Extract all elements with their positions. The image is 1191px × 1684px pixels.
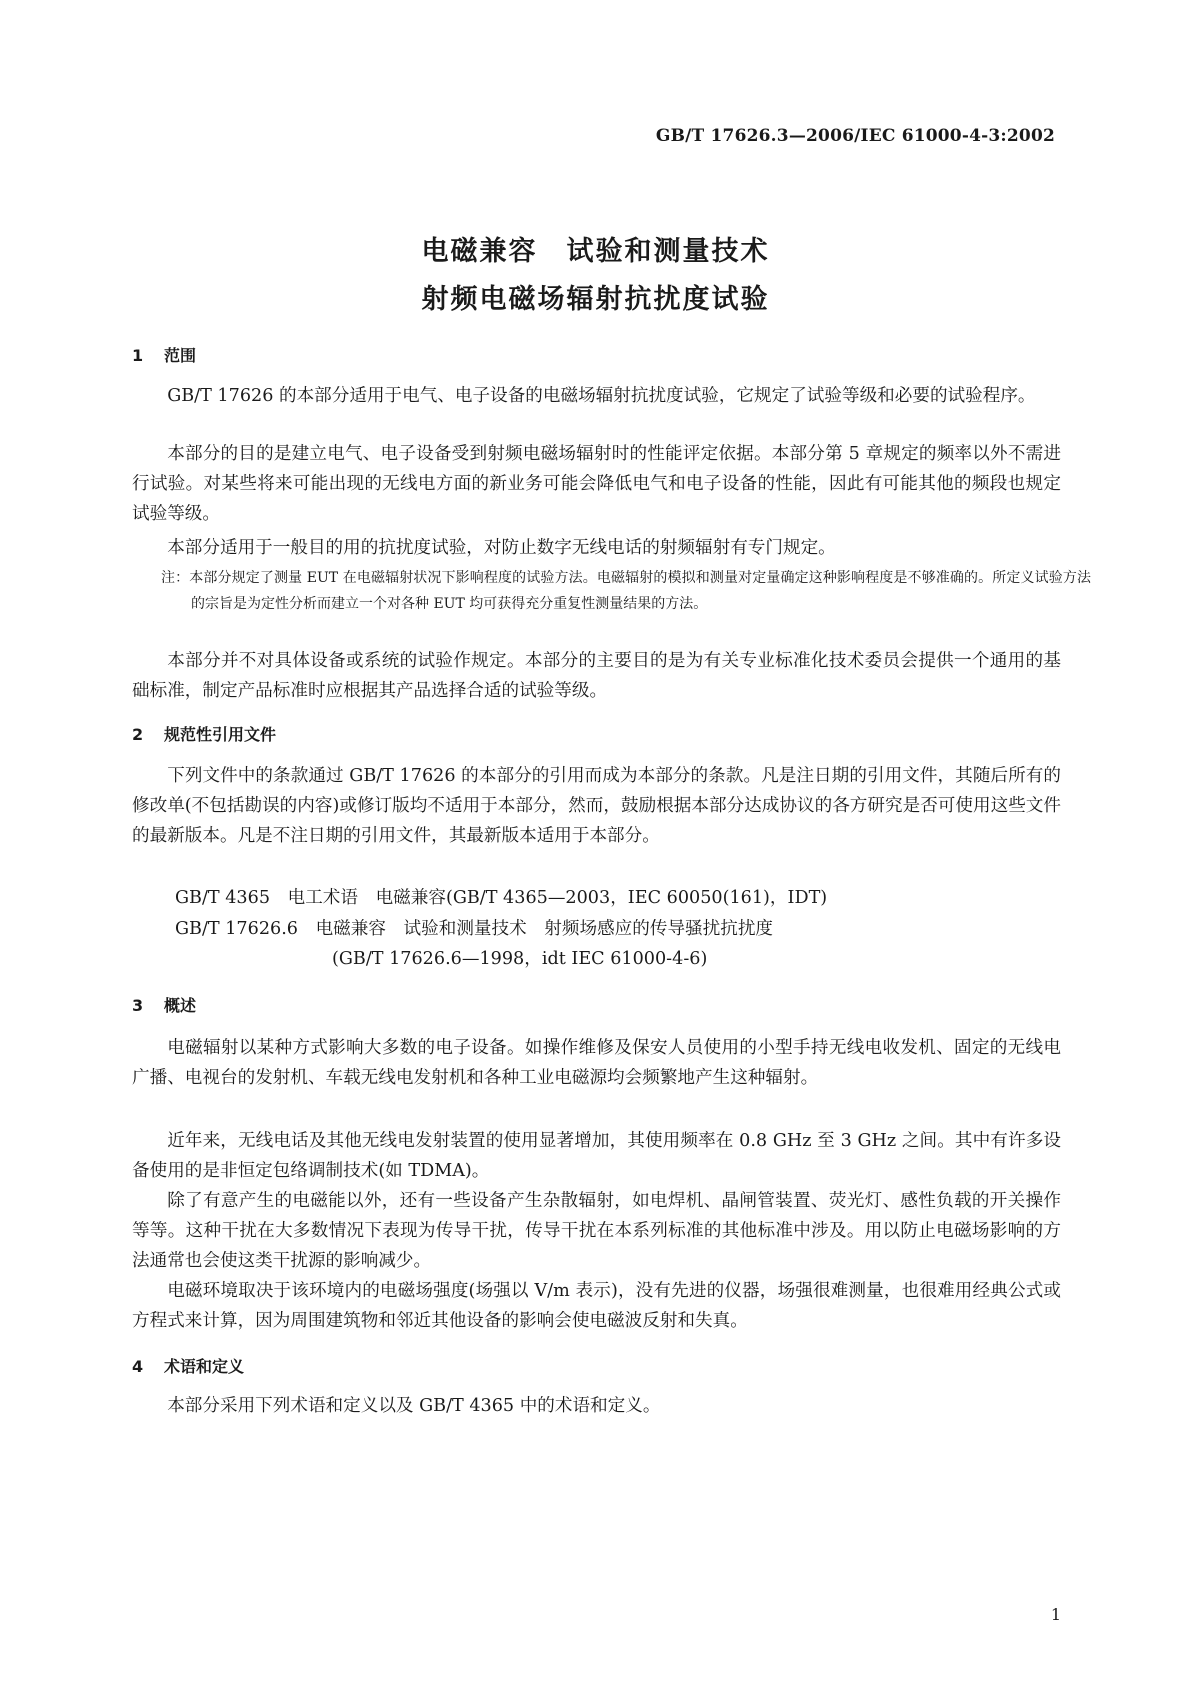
section-number: 3 <box>132 996 144 1015</box>
section-1-heading <box>132 343 196 366</box>
section-title: 术语和定义 <box>164 1357 245 1376</box>
standard-id: GB/T 17626.3—2006/IEC 61000-4-3:2002 <box>655 126 1055 146</box>
section-2-paragraph-1: 下列文件中的条款通过 GB/T 17626 的本部分的引用而成为本部分的条款。凡是注日期的引用文件，其随后所有的修改单(不包括勘误的内容)或修订版均不适用于本部分，然而，鼓励根据本部分达成协议的各方研究是否可使用这些文件的最新版本。凡是不注日期的引用文件，其最新版本适用于本部分。 <box>132 766 1061 846</box>
section-1-paragraph-1: GB/T 17626 的本部分适用于电气、电子设备的电磁场辐射抗扰度试验，它规定了试验等级和必要的试验程序。 <box>167 386 1036 406</box>
section-number: 1 <box>132 346 144 365</box>
section-3-heading <box>132 993 196 1016</box>
section-4-heading <box>132 1354 244 1377</box>
section-number: 4 <box>132 1357 144 1376</box>
section-title: 范围 <box>164 346 197 365</box>
document-title-line2: 射频电磁场辐射抗扰度试验 <box>421 284 770 315</box>
section-4-paragraph-1: 本部分采用下列术语和定义以及 GB/T 4365 中的术语和定义。 <box>167 1396 661 1416</box>
section-title: 概述 <box>164 996 197 1015</box>
section-title: 规范性引用文件 <box>164 725 277 744</box>
section-2-heading <box>132 722 276 745</box>
section-3-paragraph-4: 电磁环境取决于该环境内的电磁场强度(场强以 V/m 表示)，没有先进的仪器，场强很难测量，也很难用经典公式或方程式来计算，因为周围建筑物和邻近其他设备的影响会使电磁波反射和失真。 <box>132 1281 1061 1331</box>
section-3-paragraph-3: 除了有意产生的电磁能以外，还有一些设备产生杂散辐射，如电焊机、晶闸管装置、荧光灯、感性负载的开关操作等等。这种干扰在大多数情况下表现为传导干扰，传导干扰在本系列标准的其他标准中涉及。用以防止电磁场影响的方法通常也会使这类干扰源的影响减少。 <box>132 1191 1061 1271</box>
section-1-paragraph-2: 本部分的目的是建立电气、电子设备受到射频电磁场辐射时的性能评定依据。本部分第 5 章规定的频率以外不需进行试验。对某些将来可能出现的无线电方面的新业务可能会降低电气和电子设备的性能，因此有可能其他的频段也规定试验等级。 <box>132 444 1061 524</box>
section-1-paragraph-4: 本部分并不对具体设备或系统的试验作规定。本部分的主要目的是为有关专业标准化技术委员会提供一个通用的基础标准，制定产品标准时应根据其产品选择合适的试验等级。 <box>132 651 1061 701</box>
reference-gb-t-17626-6: GB/T 17626.6 电磁兼容 试验和测量技术 射频场感应的传导骚扰抗扰度 <box>175 919 774 939</box>
reference-gb-t-4365: GB/T 4365 电工术语 电磁兼容(GB/T 4365—2003，IEC 60050(161)，IDT) <box>175 888 828 908</box>
section-3-paragraph-2: 近年来，无线电话及其他无线电发射装置的使用显著增加，其使用频率在 0.8 GHz 至 3 GHz 之间。其中有许多设备使用的是非恒定包络调制技术(如 TDMA)。 <box>132 1131 1061 1181</box>
document-title-line1: 电磁兼容 试验和测量技术 <box>421 236 770 267</box>
section-1-paragraph-3: 本部分适用于一般目的用的抗扰度试验，对防止数字无线电话的射频辐射有专门规定。 <box>167 538 836 558</box>
page-number: 1 <box>1050 1605 1061 1624</box>
reference-gb-t-17626-6-continued: (GB/T 17626.6—1998，idt IEC 61000-4-6) <box>332 949 708 969</box>
section-1-note: 注：本部分规定了测量 EUT 在电磁辐射状况下影响程度的试验方法。电磁辐射的模拟和测量对定量确定这种影响程度是不够准确的。所定义试验方法的宗旨是为定性分析而建立一个对各种 EUT 均可获得充分重复性测量结果的方法。 <box>161 570 1091 612</box>
section-number: 2 <box>132 725 144 744</box>
section-3-paragraph-1: 电磁辐射以某种方式影响大多数的电子设备。如操作维修及保安人员使用的小型手持无线电收发机、固定的无线电广播、电视台的发射机、车载无线电发射机和各种工业电磁源均会频繁地产生这种辐射。 <box>132 1038 1061 1088</box>
